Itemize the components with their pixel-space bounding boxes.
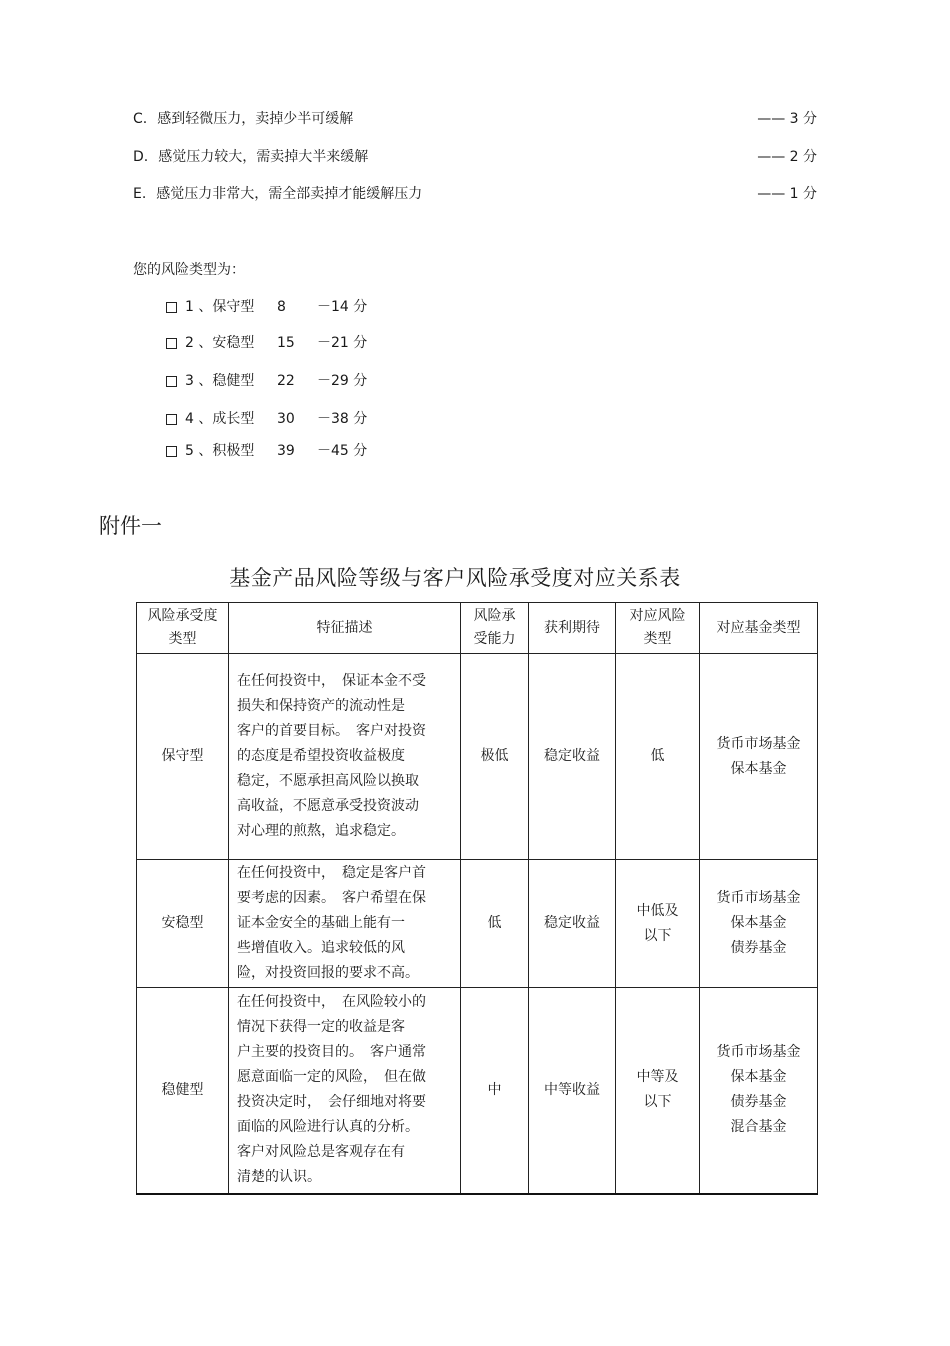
- option-text: 感到轻微压力，卖掉少半可缓解: [157, 111, 354, 127]
- table-row: [137, 654, 818, 860]
- table-header-row: [137, 603, 818, 654]
- fund-types-cell: 货币市场基金 保本基金 债券基金 混合基金: [700, 988, 818, 1194]
- option-text: 感觉压力非常大，需全部卖掉才能缓解压力: [156, 186, 423, 202]
- capacity-cell: 极低: [461, 654, 529, 860]
- risk-type-label: 4 、成长型: [185, 411, 255, 427]
- checkbox[interactable]: [166, 414, 177, 425]
- fund-types-cell: 货币市场基金 保本基金 债券基金: [700, 860, 818, 988]
- option-c: [133, 110, 817, 128]
- risk-type-max: －45 分: [317, 443, 368, 459]
- option-score: —— 2 分: [757, 149, 817, 165]
- header-cell: 风险承受度 类型: [137, 603, 229, 654]
- risk-type-item: [166, 372, 367, 390]
- checkbox[interactable]: [166, 302, 177, 313]
- option-letter: D.: [133, 149, 149, 165]
- risk-type-min: 8: [277, 299, 286, 315]
- risk-type-min: 15: [277, 335, 295, 351]
- table-title: 基金产品风险等级与客户风险承受度对应关系表: [229, 566, 681, 590]
- risk-type-max: －14 分: [317, 299, 368, 315]
- risk-type-cell: 安稳型: [137, 860, 229, 988]
- header-cell: 特征描述: [229, 603, 461, 654]
- expectation-cell: 稳定收益: [529, 654, 616, 860]
- risk-type-item: [166, 442, 367, 460]
- risk-type-cell: 保守型: [137, 654, 229, 860]
- risk-type-label: 3 、稳健型: [185, 373, 255, 389]
- header-cell: 对应风险 类型: [616, 603, 700, 654]
- risk-mapping-table: [136, 602, 818, 1195]
- capacity-cell: 低: [461, 860, 529, 988]
- risk-level-cell: 低: [616, 654, 700, 860]
- checkbox[interactable]: [166, 376, 177, 387]
- risk-type-label: 2 、安稳型: [185, 335, 255, 351]
- checkbox[interactable]: [166, 446, 177, 457]
- description-cell: 在任何投资中， 在风险较小的 情况下获得一定的收益是客 户主要的投资目的。 客户通常 愿意面临一定的风险， 但在做 投资决定时， 会仔细地对将要 面临的风险进行认真的分析。 客户对风险总是客观存在有 清楚的认识。: [229, 988, 461, 1194]
- risk-type-min: 22: [277, 373, 295, 389]
- capacity-cell: 中: [461, 988, 529, 1194]
- description-cell: 在任何投资中， 稳定是客户首 要考虑的因素。 客户希望在保 证本金安全的基础上能有一 些增值收入。追求较低的风 险，对投资回报的要求不高。: [229, 860, 461, 988]
- expectation-cell: 中等收益: [529, 988, 616, 1194]
- description-cell: 在任何投资中， 保证本金不受 损失和保持资产的流动性是 客户的首要目标。 客户对投资 的态度是希望投资收益极度 稳定，不愿承担高风险以换取 高收益，不愿意承受投资波动 对心理的煎熬，追求稳定。: [229, 654, 461, 860]
- table-row: [137, 860, 818, 988]
- risk-type-label: 5 、积极型: [185, 443, 255, 459]
- option-letter: E.: [133, 186, 147, 202]
- risk-type-item: [166, 334, 367, 352]
- risk-level-cell: 中低及 以下: [616, 860, 700, 988]
- risk-type-cell: 稳健型: [137, 988, 229, 1194]
- option-score: —— 3 分: [757, 111, 817, 127]
- header-cell: 对应基金类型: [700, 603, 818, 654]
- risk-type-intro: 您的风险类型为：: [133, 262, 245, 278]
- header-cell: 获利期待: [529, 603, 616, 654]
- header-cell: 风险承 受能力: [461, 603, 529, 654]
- risk-type-min: 30: [277, 411, 295, 427]
- option-score: —— 1 分: [757, 186, 817, 202]
- checkbox[interactable]: [166, 338, 177, 349]
- risk-type-item: [166, 298, 367, 316]
- option-letter: C.: [133, 111, 148, 127]
- risk-type-max: －29 分: [317, 373, 368, 389]
- option-text: 感觉压力较大，需卖掉大半来缓解: [158, 149, 369, 165]
- risk-type-item: [166, 410, 367, 428]
- expectation-cell: 稳定收益: [529, 860, 616, 988]
- risk-level-cell: 中等及 以下: [616, 988, 700, 1194]
- appendix-heading: 附件一: [99, 514, 162, 538]
- risk-type-max: －38 分: [317, 411, 368, 427]
- fund-types-cell: 货币市场基金 保本基金: [700, 654, 818, 860]
- risk-type-min: 39: [277, 443, 295, 459]
- risk-type-label: 1 、保守型: [185, 299, 255, 315]
- risk-type-max: －21 分: [317, 335, 368, 351]
- option-e: [133, 185, 817, 203]
- table-row: [137, 988, 818, 1194]
- option-d: [133, 148, 817, 166]
